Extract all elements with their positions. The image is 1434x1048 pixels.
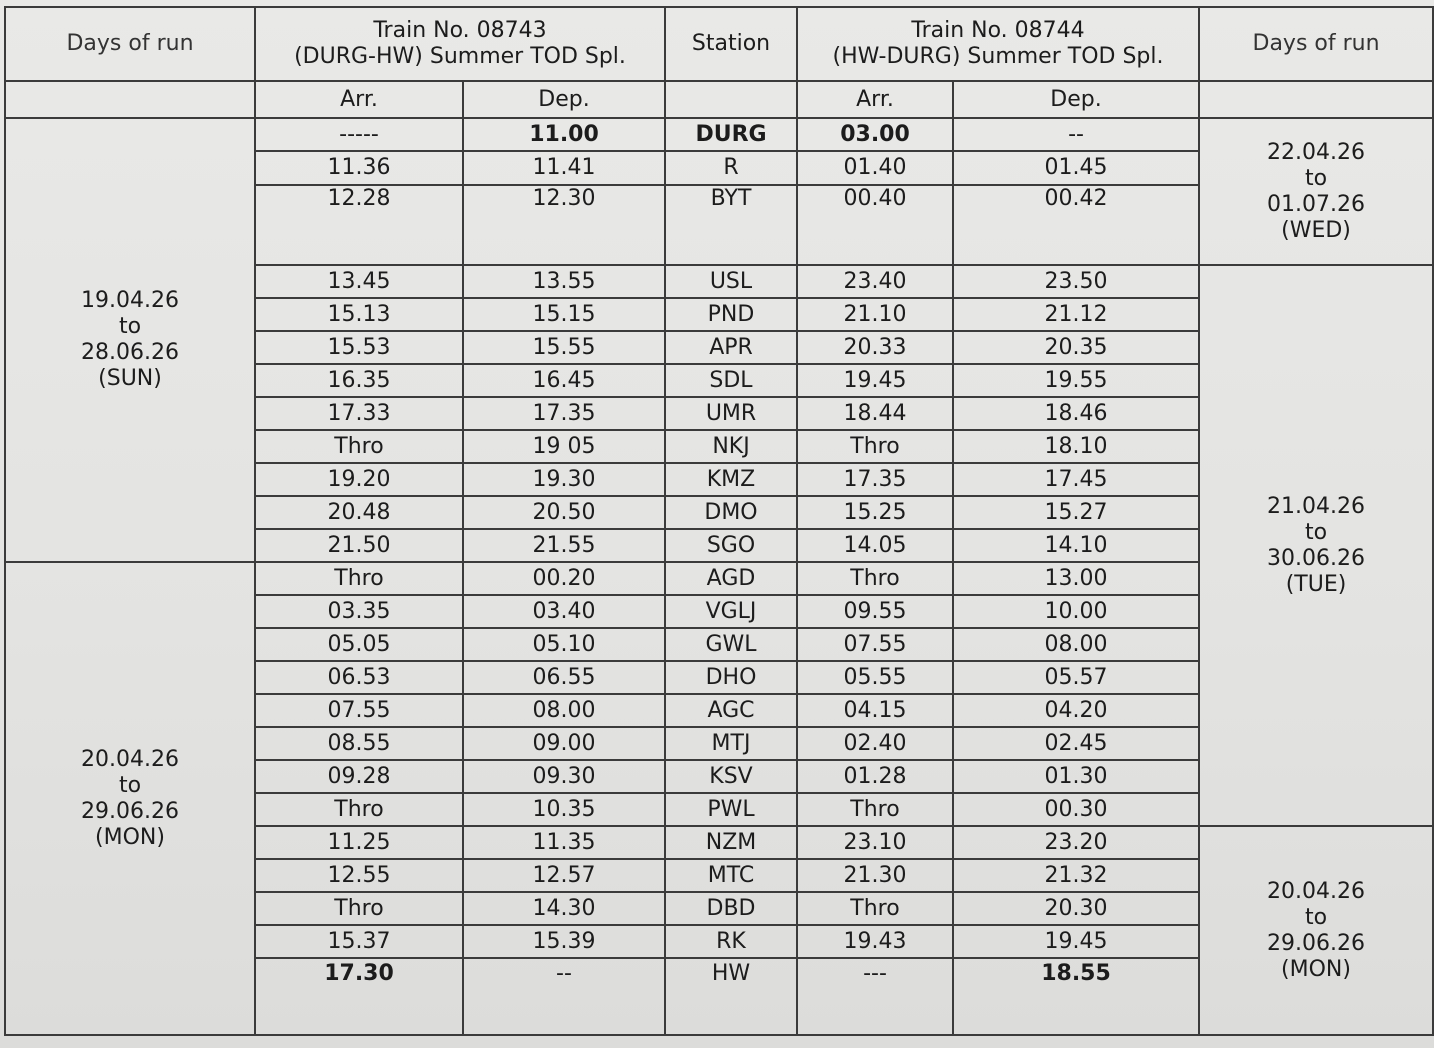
arr-08743: 17.30 xyxy=(255,958,463,1035)
days-of-run-left-header: Days of run xyxy=(5,7,255,81)
arr-08743: 12.55 xyxy=(255,859,463,892)
dep-08743: 11.41 xyxy=(463,151,665,184)
station-code: BYT xyxy=(665,185,797,266)
station-header: Station xyxy=(665,7,797,81)
station-code: USL xyxy=(665,265,797,298)
arr-08743: Thro xyxy=(255,892,463,925)
dep-08743: 15.55 xyxy=(463,331,665,364)
dep-08744: 23.50 xyxy=(953,265,1199,298)
dep-header-08743: Dep. xyxy=(463,81,665,118)
arr-08744: 19.43 xyxy=(797,925,953,958)
dep-08744: 21.32 xyxy=(953,859,1199,892)
arr-08743: 15.13 xyxy=(255,298,463,331)
arr-08744: 17.35 xyxy=(797,463,953,496)
dep-08744: 21.12 xyxy=(953,298,1199,331)
arr-08744: 18.44 xyxy=(797,397,953,430)
arr-08743: 13.45 xyxy=(255,265,463,298)
dep-08743: 00.20 xyxy=(463,562,665,595)
station-code: SGO xyxy=(665,529,797,562)
dep-08743: 11.00 xyxy=(463,118,665,151)
arr-header-08744: Arr. xyxy=(797,81,953,118)
dep-08743: 05.10 xyxy=(463,628,665,661)
dep-08743: 03.40 xyxy=(463,595,665,628)
dep-08743: 15.39 xyxy=(463,925,665,958)
dep-08743: 09.30 xyxy=(463,760,665,793)
days-day: (TUE) xyxy=(1285,571,1347,597)
dep-08743: 15.15 xyxy=(463,298,665,331)
dep-08744: 20.30 xyxy=(953,892,1199,925)
dep-08743: 11.35 xyxy=(463,826,665,859)
arr-08744: 09.55 xyxy=(797,595,953,628)
dep-08743: 16.45 xyxy=(463,364,665,397)
arr-08743: Thro xyxy=(255,793,463,826)
arr-08743: 16.35 xyxy=(255,364,463,397)
station-code: DHO xyxy=(665,661,797,694)
arr-08744: 21.10 xyxy=(797,298,953,331)
dep-08744: -- xyxy=(953,118,1199,151)
arr-header-08743: Arr. xyxy=(255,81,463,118)
dep-08744: 13.00 xyxy=(953,562,1199,595)
days-to: to xyxy=(1304,519,1328,545)
station-code: PWL xyxy=(665,793,797,826)
train-08743-header: Train No. 08743 (DURG-HW) Summer TOD Spl. xyxy=(255,7,665,81)
arr-08743: Thro xyxy=(255,430,463,463)
station-code: UMR xyxy=(665,397,797,430)
days-until: 01.07.26 xyxy=(1267,191,1365,217)
station-code: HW xyxy=(665,958,797,1035)
dep-08744: 17.45 xyxy=(953,463,1199,496)
dep-08743: 12.30 xyxy=(463,185,665,266)
station-code: DBD xyxy=(665,892,797,925)
days-from: 20.04.26 xyxy=(1267,878,1365,904)
right-days-of-run-2 xyxy=(1199,265,1433,826)
station-code: DMO xyxy=(665,496,797,529)
timetable-row xyxy=(5,118,1433,151)
dep-08743: 06.55 xyxy=(463,661,665,694)
dep-08744: 18.10 xyxy=(953,430,1199,463)
dep-08744: 10.00 xyxy=(953,595,1199,628)
days-day: (MON) xyxy=(95,824,165,850)
days-until: 29.06.26 xyxy=(1267,930,1365,956)
dep-08743: 21.55 xyxy=(463,529,665,562)
arr-08743: 15.53 xyxy=(255,331,463,364)
station-code: NKJ xyxy=(665,430,797,463)
days-of-run-left-blank xyxy=(5,81,255,118)
arr-08744: 01.40 xyxy=(797,151,953,184)
days-until: 28.06.26 xyxy=(81,340,179,366)
station-code: MTJ xyxy=(665,727,797,760)
days-of-run-right-header: Days of run xyxy=(1199,7,1433,81)
arr-08744: 23.40 xyxy=(797,265,953,298)
dep-08743: 10.35 xyxy=(463,793,665,826)
station-code: GWL xyxy=(665,628,797,661)
left-days-of-run-1 xyxy=(5,118,255,562)
arr-08744: 03.00 xyxy=(797,118,953,151)
arr-08744: 23.10 xyxy=(797,826,953,859)
station-code: RK xyxy=(665,925,797,958)
arr-08744: 04.15 xyxy=(797,694,953,727)
arr-08743: 03.35 xyxy=(255,595,463,628)
arr-08744: 14.05 xyxy=(797,529,953,562)
arr-08743: 17.33 xyxy=(255,397,463,430)
days-day: (MON) xyxy=(1281,956,1351,982)
arr-08743: 09.28 xyxy=(255,760,463,793)
station-code: KMZ xyxy=(665,463,797,496)
station-code: NZM xyxy=(665,826,797,859)
dep-08744: 01.30 xyxy=(953,760,1199,793)
days-day: (SUN) xyxy=(98,366,162,392)
dep-08743: 19.30 xyxy=(463,463,665,496)
arr-08743: 12.28 xyxy=(255,185,463,266)
days-to: to xyxy=(118,772,142,798)
dep-08743: 20.50 xyxy=(463,496,665,529)
dep-08744: 05.57 xyxy=(953,661,1199,694)
arr-08744: Thro xyxy=(797,892,953,925)
arr-08744: Thro xyxy=(797,793,953,826)
dep-08744: 01.45 xyxy=(953,151,1199,184)
arr-08743: 08.55 xyxy=(255,727,463,760)
station-code: MTC xyxy=(665,859,797,892)
dep-08744: 20.35 xyxy=(953,331,1199,364)
arr-08743: 11.25 xyxy=(255,826,463,859)
arr-08744: Thro xyxy=(797,562,953,595)
arr-08744: 20.33 xyxy=(797,331,953,364)
dep-08744: 18.46 xyxy=(953,397,1199,430)
arr-08744: 15.25 xyxy=(797,496,953,529)
right-days-of-run-3 xyxy=(1199,826,1433,1035)
station-code: PND xyxy=(665,298,797,331)
arr-08743: 15.37 xyxy=(255,925,463,958)
arr-08744: --- xyxy=(797,958,953,1035)
station-code: VGLJ xyxy=(665,595,797,628)
days-of-run-right-blank xyxy=(1199,81,1433,118)
days-from: 22.04.26 xyxy=(1267,139,1365,165)
dep-08744: 19.55 xyxy=(953,364,1199,397)
days-until: 30.06.26 xyxy=(1267,545,1365,571)
right-days-of-run-1 xyxy=(1199,118,1433,265)
arr-08744: 00.40 xyxy=(797,185,953,266)
arr-08744: 19.45 xyxy=(797,364,953,397)
dep-08744: 15.27 xyxy=(953,496,1199,529)
subheader-row xyxy=(5,81,1433,118)
dep-08744: 08.00 xyxy=(953,628,1199,661)
station-code: AGC xyxy=(665,694,797,727)
arr-08743: ----- xyxy=(255,118,463,151)
dep-08743: -- xyxy=(463,958,665,1035)
dep-08744: 00.30 xyxy=(953,793,1199,826)
station-code: AGD xyxy=(665,562,797,595)
arr-08744: 02.40 xyxy=(797,727,953,760)
dep-08743: 08.00 xyxy=(463,694,665,727)
left-days-of-run-2 xyxy=(5,562,255,1035)
dep-08743: 09.00 xyxy=(463,727,665,760)
arr-08744: 07.55 xyxy=(797,628,953,661)
dep-08744: 23.20 xyxy=(953,826,1199,859)
arr-08743: 11.36 xyxy=(255,151,463,184)
dep-08744: 18.55 xyxy=(953,958,1199,1035)
train-08744-header: Train No. 08744 (HW-DURG) Summer TOD Spl. xyxy=(797,7,1199,81)
arr-08743: 21.50 xyxy=(255,529,463,562)
dep-08744: 19.45 xyxy=(953,925,1199,958)
dep-08743: 17.35 xyxy=(463,397,665,430)
arr-08743: 05.05 xyxy=(255,628,463,661)
dep-08744: 04.20 xyxy=(953,694,1199,727)
dep-08743: 19 05 xyxy=(463,430,665,463)
arr-08743: Thro xyxy=(255,562,463,595)
days-to: to xyxy=(118,314,142,340)
station-code: KSV xyxy=(665,760,797,793)
timetable xyxy=(4,6,1434,1036)
days-day: (WED) xyxy=(1281,217,1351,243)
arr-08743: 20.48 xyxy=(255,496,463,529)
days-to: to xyxy=(1304,165,1328,191)
header-row xyxy=(5,7,1433,81)
dep-08743: 14.30 xyxy=(463,892,665,925)
arr-08744: Thro xyxy=(797,430,953,463)
arr-08743: 07.55 xyxy=(255,694,463,727)
days-from: 19.04.26 xyxy=(81,288,179,314)
station-code: SDL xyxy=(665,364,797,397)
arr-08744: 01.28 xyxy=(797,760,953,793)
dep-08744: 14.10 xyxy=(953,529,1199,562)
dep-08744: 00.42 xyxy=(953,185,1199,266)
station-code: DURG xyxy=(665,118,797,151)
station-code: R xyxy=(665,151,797,184)
days-to: to xyxy=(1304,904,1328,930)
station-code: APR xyxy=(665,331,797,364)
dep-header-08744: Dep. xyxy=(953,81,1199,118)
arr-08744: 05.55 xyxy=(797,661,953,694)
dep-08743: 12.57 xyxy=(463,859,665,892)
days-until: 29.06.26 xyxy=(81,798,179,824)
days-from: 20.04.26 xyxy=(81,746,179,772)
arr-08743: 06.53 xyxy=(255,661,463,694)
station-subheader-blank xyxy=(665,81,797,118)
arr-08744: 21.30 xyxy=(797,859,953,892)
dep-08744: 02.45 xyxy=(953,727,1199,760)
days-from: 21.04.26 xyxy=(1267,493,1365,519)
arr-08743: 19.20 xyxy=(255,463,463,496)
dep-08743: 13.55 xyxy=(463,265,665,298)
